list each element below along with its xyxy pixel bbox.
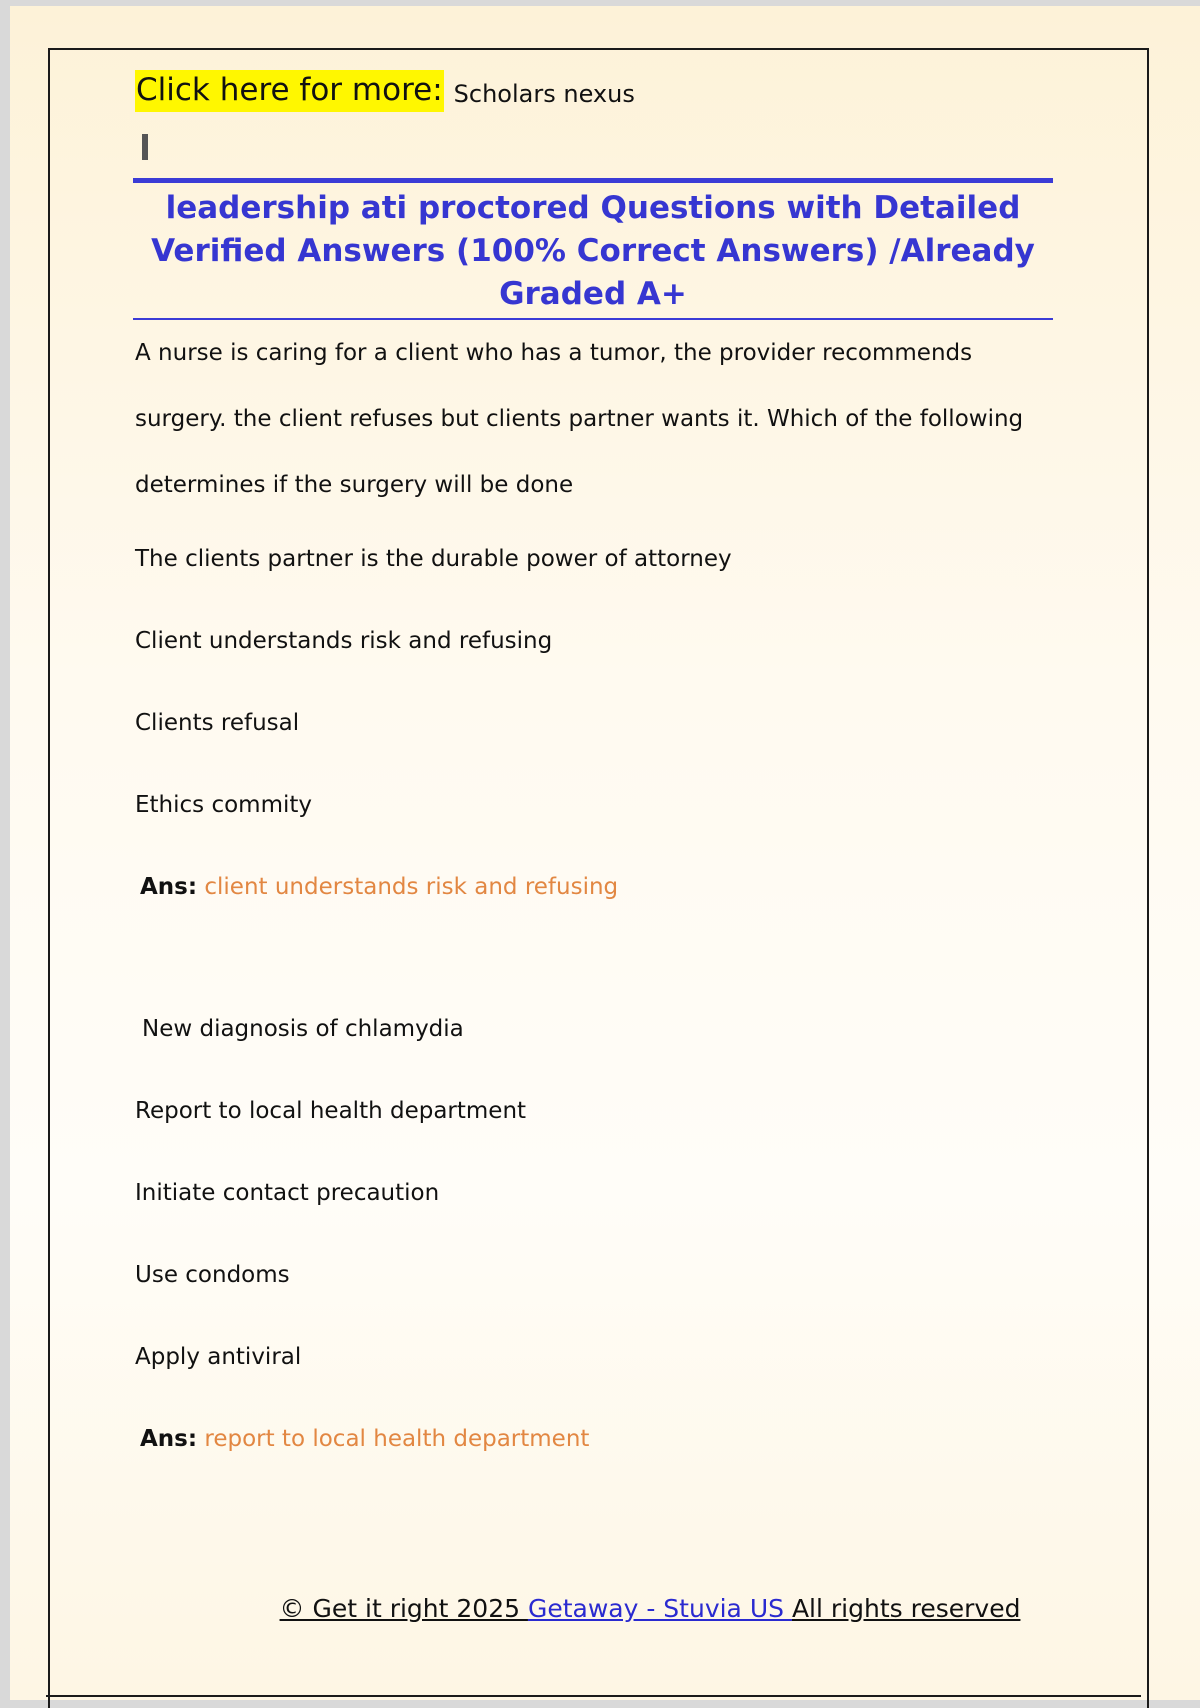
- footer-rights: All rights reserved: [791, 1594, 1021, 1623]
- brand-name: Scholars nexus: [453, 80, 635, 108]
- footer-copyright: © Get it right 2025: [279, 1594, 528, 1623]
- question-1-option: The clients partner is the durable power of attorney: [135, 546, 732, 572]
- question-2-answer: [135, 1398, 1060, 1480]
- answer-text: client understands risk and refusing: [204, 874, 619, 900]
- header-line: [135, 66, 1060, 116]
- page-title-line-1: leadership ati proctored Questions with Detailed: [165, 190, 1021, 226]
- question-1-option: Ethics commity: [135, 792, 313, 818]
- question-2-option: Report to local health department: [135, 1098, 527, 1124]
- question-1-answer: [135, 846, 1060, 928]
- question-1-text-line-2: surgery. the client refuses but clients partner wants it. Which of the following: [135, 406, 1024, 432]
- question-2-prompt: New diagnosis of chlamydia: [142, 1016, 464, 1042]
- question-1-option: Client understands risk and refusing: [135, 628, 553, 654]
- answer-text: report to local health department: [204, 1426, 590, 1452]
- answer-label: Ans:: [140, 1426, 198, 1452]
- bottom-rule: [46, 1695, 1141, 1697]
- question-1-text-line-3: determines if the surgery will be done: [135, 472, 574, 498]
- question-2: [135, 988, 1060, 1480]
- question-1: [135, 320, 1060, 928]
- text-cursor-icon: [142, 134, 148, 160]
- page-title-line-2: Verified Answers (100% Correct Answers) /Already: [151, 233, 1035, 269]
- question-2-option: Use condoms: [135, 1262, 290, 1288]
- more-link[interactable]: Click here for more:: [135, 70, 444, 112]
- spacer: [135, 928, 1060, 988]
- question-2-option: Initiate contact precaution: [135, 1180, 440, 1206]
- document-content: [135, 66, 1060, 1480]
- question-1-text-line-1: A nurse is caring for a client who has a tumor, the provider recommends: [135, 340, 973, 366]
- answer-label: Ans:: [140, 874, 198, 900]
- title-block: [133, 178, 1053, 320]
- footer-stuvia-link[interactable]: Getaway - Stuvia US: [527, 1594, 792, 1623]
- question-2-option: Apply antiviral: [135, 1344, 302, 1370]
- page-title-line-3: Graded A+: [499, 276, 687, 312]
- question-1-option: Clients refusal: [135, 710, 300, 736]
- footer: [0, 1594, 1200, 1623]
